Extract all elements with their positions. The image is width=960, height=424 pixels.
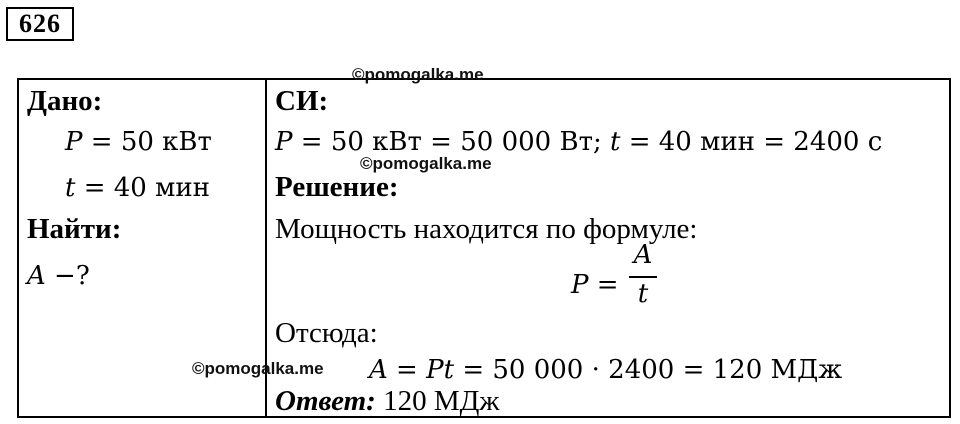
si-var-p: P [275,127,293,157]
si-power-conversion: = 50 кВт = 50 000 Вт; [292,127,610,157]
formula-equals: = [588,270,619,300]
si-heading: СИ: [275,85,329,117]
answer-line [275,384,499,418]
calc-pt: Pt [426,355,455,385]
watermark: ©pomogalka.me [192,359,324,378]
given-line-power [65,124,212,159]
watermark: ©pomogalka.me [360,154,492,173]
find-question: −? [45,261,90,291]
given-heading: Дано: [27,85,103,117]
solution-heading: Решение: [275,171,399,203]
calc-result: = 50 000 · 2400 = 120 МДж [454,355,843,385]
given-power-value: = 50 кВт [82,127,212,157]
formula-lhs: P [571,270,589,300]
watermark: ©pomogalka.me [352,65,484,84]
fraction-denominator: t [637,279,649,309]
given-time-value: = 40 мин [75,173,210,203]
fraction-bar [629,276,657,278]
solution-text-formula: Мощность находится по формуле: [275,213,698,245]
formula-fraction [629,240,657,320]
find-heading: Найти: [27,213,122,245]
solution-text-hence: Отсюда: [275,317,378,349]
var-t: t [65,173,76,203]
find-line [27,258,90,293]
calculation-line [369,352,842,387]
si-time-conversion: = 40 мин = 2400 с [620,127,883,157]
var-p: P [65,127,83,157]
var-a: A [27,261,46,291]
given-line-time [65,170,210,205]
answer-label: Ответ: [275,385,376,417]
solution-table [17,78,951,418]
calc-equals: = [387,355,427,385]
problem-number: 626 [6,7,74,41]
answer-value: 120 МДж [375,385,500,417]
fraction-numerator: A [633,240,653,270]
si-var-t: t [609,127,621,157]
calc-var-a: A [369,355,388,385]
power-formula [571,267,619,302]
